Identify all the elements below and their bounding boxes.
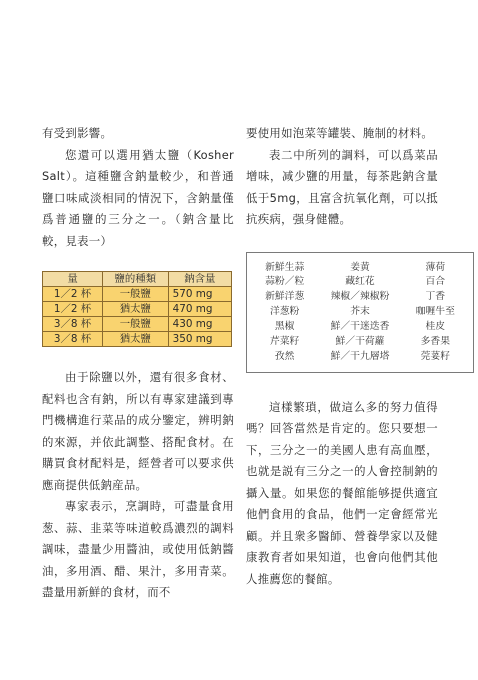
paragraph: 這樣繁瑣，做這么多的努力值得嗎？回答當然是肯定的。您只要想一下，三分之一的美國人患有高血壓，也就是説有三分之一的人會控制鈉的攝入量。如果您的餐館能够提供適宜他們食用的食品，他們一定會經常光顧。并且衆多醫師、營養學家以及健康教育者如果知道，也會向他們其他人推薦您的餐館。 [246,399,438,586]
table-cell: 3／8 杯 [43,332,103,347]
right-column [246,123,455,590]
table-cell: 1／2 杯 [43,302,103,317]
spice-list-box [246,252,474,373]
spice-column [247,261,322,364]
paragraph: 表二中所列的調料，可以爲菜品增味，减少鹽的用量，每茶匙鈉含量低于5mg，且富含抗氧化劑，可以抵抗疾病，强身健體。 [246,147,438,226]
spice-item: 薄荷 [425,261,446,273]
table-cell: 430 mg [168,317,231,332]
spice-item: 咖喱牛至 [415,306,455,318]
spice-item: 蒜粉／粒 [265,276,305,288]
spice-item: 多香果 [420,336,451,348]
spice-item: 芹菜籽 [269,336,300,348]
spice-column [398,261,473,364]
spice-item: 鮮／干迷迭香 [330,321,390,333]
spice-column [322,261,397,364]
table-row [43,287,232,302]
table-row [43,302,232,317]
spice-item: 鮮／干荷蘿 [335,336,385,348]
table-cell: 猶太鹽 [103,302,169,317]
paragraph: 由于除鹽以外，還有很多食材、配料也含有鈉，所以有專家建議到專門機構進行菜品的成分鑒定，辨明鈉的來源，并依此調整、搭配食材。在購買食材配料是，經營者可以要求供應商提供低鈉産品。 [42,370,234,492]
spice-item: 藏红花 [345,276,375,288]
table-cell: 470 mg [168,302,231,317]
spice-item: 丁香 [425,291,446,303]
spice-item: 新鮮洋葱 [265,291,305,303]
table-cell: 1／2 杯 [43,287,103,302]
spice-item: 黑椒 [274,321,295,333]
spice-item: 姜黄 [350,261,370,273]
spice-item: 新鮮生蒜 [265,261,305,273]
sodium-table [42,271,232,347]
table-row [43,332,232,347]
table-cell: 一般鹽 [103,317,169,332]
header-cell: 鹽的種類 [103,272,169,287]
spice-item: 孜然 [274,350,295,362]
header-cell: 量 [43,272,103,287]
spice-item: 芥末 [350,306,370,318]
spice-item: 鮮／干九層塔 [330,350,390,362]
paragraph: 要使用如泡菜等罐裝、腌制的材料。 [246,126,434,140]
paragraph: 您還可以選用猶太鹽（Kosher Salt）。這種鹽含鈉量較少，和普通鹽口味咸淡相同的情況下，含鈉量僅爲普通鹽的三分之一。（鈉含量比較，見表一） [42,147,234,248]
table-cell: 猶太鹽 [103,332,169,347]
table-cell: 一般鹽 [103,287,169,302]
spice-item: 洋葱粉 [269,306,300,318]
spice-item: 桂皮 [425,321,446,333]
spice-item: 辣椒／辣椒粉 [330,291,390,303]
table-cell: 350 mg [168,332,231,347]
table-row [43,317,232,332]
spice-item: 百合 [425,276,446,288]
left-column [42,123,234,604]
paragraph: 專家表示，烹調時，可盡量食用葱、蒜、韭菜等味道較爲濃烈的調料調味，盡量少用醬油，或使用低鈉醬油，多用酒、醋、果汁，多用青菜。盡量用新鮮的食材，而不 [42,499,234,599]
spice-item: 莞荽籽 [420,350,451,362]
paragraph: 有受到影響。 [42,126,113,140]
table-cell: 570 mg [168,287,231,302]
table-header-row [43,272,232,287]
table-cell: 3／8 杯 [43,317,103,332]
header-cell: 鈉含量 [168,272,231,287]
